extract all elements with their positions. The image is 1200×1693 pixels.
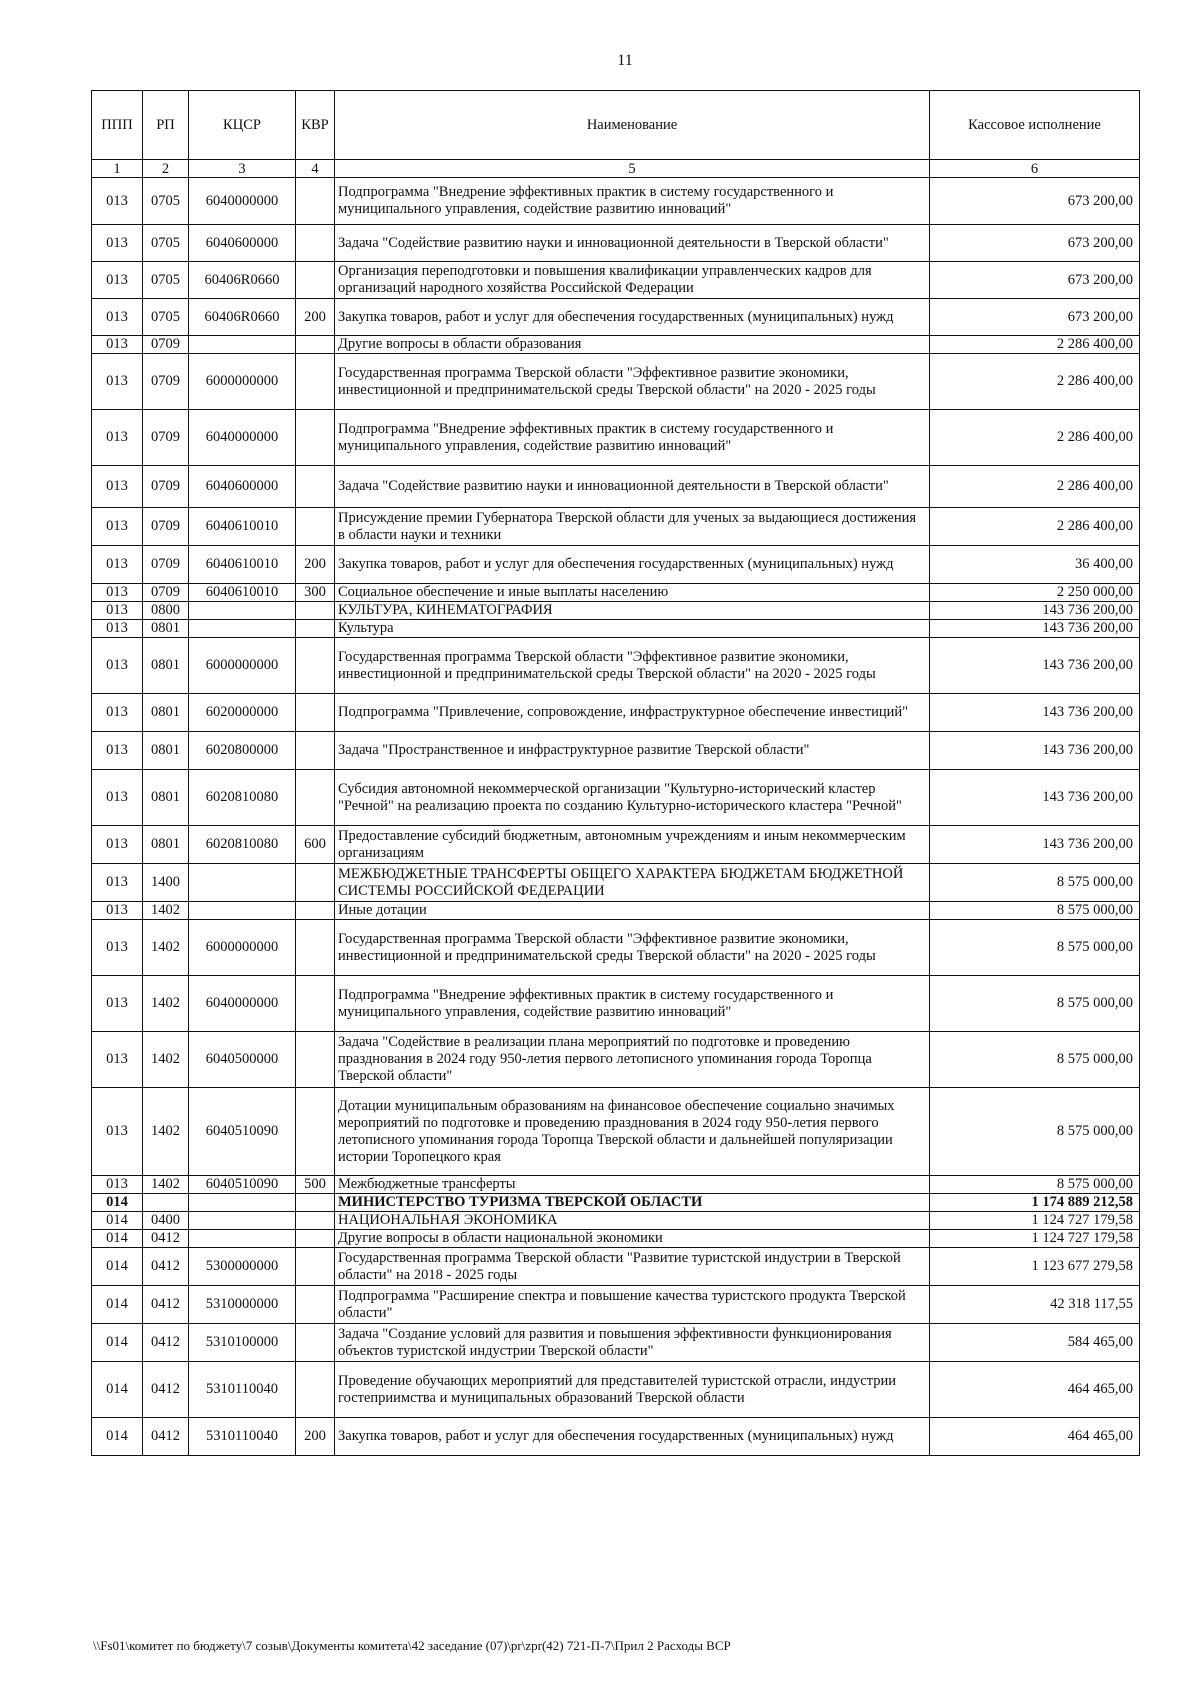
cell-kcsr: 5310100000 (189, 1324, 296, 1362)
table-row (92, 602, 1140, 620)
cell-name: Подпрограмма "Внедрение эффективных практик в систему государственного и муниципального управления, содействие развитию инноваций" (335, 178, 930, 225)
cell-rp: 0400 (143, 1212, 189, 1230)
column-number: 3 (189, 160, 296, 178)
table-row (92, 584, 1140, 602)
cell-name: Задача "Содействие развитию науки и инновационной деятельности в Тверской области" (335, 225, 930, 262)
table-row (92, 920, 1140, 976)
cell-kcsr: 6040600000 (189, 466, 296, 508)
cell-kvr (296, 638, 335, 694)
cell-rp: 0412 (143, 1248, 189, 1286)
cell-ppp: 013 (92, 770, 143, 826)
cell-kvr (296, 620, 335, 638)
header-amount: Кассовое исполнение (930, 91, 1140, 160)
cell-rp: 0709 (143, 546, 189, 584)
cell-kcsr (189, 864, 296, 902)
cell-kcsr (189, 336, 296, 354)
cell-rp: 0801 (143, 638, 189, 694)
cell-kcsr: 6040510090 (189, 1088, 296, 1176)
cell-amount: 1 124 727 179,58 (930, 1212, 1140, 1230)
cell-kvr (296, 1324, 335, 1362)
table-row (92, 864, 1140, 902)
table-row (92, 1212, 1140, 1230)
cell-kcsr: 6020800000 (189, 732, 296, 770)
cell-rp: 1402 (143, 1176, 189, 1194)
table-row (92, 466, 1140, 508)
table-row (92, 1286, 1140, 1324)
cell-kcsr: 6040610010 (189, 546, 296, 584)
cell-ppp: 013 (92, 1032, 143, 1088)
table-row (92, 1088, 1140, 1176)
cell-amount: 8 575 000,00 (930, 920, 1140, 976)
cell-ppp: 013 (92, 466, 143, 508)
cell-kvr (296, 262, 335, 299)
table-row (92, 1032, 1140, 1088)
cell-ppp: 013 (92, 336, 143, 354)
cell-ppp: 013 (92, 694, 143, 732)
column-number: 6 (930, 160, 1140, 178)
cell-kvr (296, 508, 335, 546)
cell-kcsr: 6040500000 (189, 1032, 296, 1088)
cell-name: Проведение обучающих мероприятий для представителей туристской отрасли, индустрии гостеприимства и муниципальных образований Тверской области (335, 1362, 930, 1418)
table-row (92, 902, 1140, 920)
cell-kvr (296, 1194, 335, 1212)
cell-name: Подпрограмма "Внедрение эффективных практик в систему государственного и муниципального управления, содействие развитию инноваций" (335, 976, 930, 1032)
table-row (92, 354, 1140, 410)
table-row (92, 770, 1140, 826)
column-number: 1 (92, 160, 143, 178)
cell-rp: 0412 (143, 1230, 189, 1248)
cell-kvr (296, 225, 335, 262)
table-row (92, 826, 1140, 864)
cell-rp: 1402 (143, 902, 189, 920)
cell-amount: 143 736 200,00 (930, 826, 1140, 864)
cell-ppp: 013 (92, 1088, 143, 1176)
table-row (92, 508, 1140, 546)
cell-ppp: 014 (92, 1418, 143, 1456)
cell-name: Межбюджетные трансферты (335, 1176, 930, 1194)
cell-kcsr (189, 902, 296, 920)
cell-amount: 42 318 117,55 (930, 1286, 1140, 1324)
cell-name: Задача "Создание условий для развития и повышения эффективности функционирования объектов туристской индустрии Тверской области" (335, 1324, 930, 1362)
cell-amount: 8 575 000,00 (930, 1088, 1140, 1176)
cell-name: Задача "Пространственное и инфраструктурное развитие Тверской области" (335, 732, 930, 770)
cell-ppp: 014 (92, 1286, 143, 1324)
cell-kcsr: 6020000000 (189, 694, 296, 732)
cell-kcsr: 6040000000 (189, 178, 296, 225)
cell-amount: 2 286 400,00 (930, 466, 1140, 508)
cell-amount: 2 286 400,00 (930, 508, 1140, 546)
table-row (92, 1362, 1140, 1418)
cell-kcsr (189, 1230, 296, 1248)
cell-name: Присуждение премии Губернатора Тверской области для ученых за выдающиеся достижения в области науки и техники (335, 508, 930, 546)
cell-name: Организация переподготовки и повышения квалификации управленческих кадров для организаций народного хозяйства Российской Федерации (335, 262, 930, 299)
cell-name: Дотации муниципальным образованиям на финансовое обеспечение социально значимых мероприятий по подготовке и проведению празднования в 2024 году 950-летия первого летописного упоминания города Торопца Тверской области и дальнейшей популяризации истории Торопецкого края (335, 1088, 930, 1176)
cell-rp: 0709 (143, 410, 189, 466)
cell-ppp: 014 (92, 1324, 143, 1362)
cell-amount: 143 736 200,00 (930, 732, 1140, 770)
cell-kvr: 200 (296, 1418, 335, 1456)
cell-amount: 1 124 727 179,58 (930, 1230, 1140, 1248)
cell-kvr (296, 602, 335, 620)
cell-name: Другие вопросы в области образования (335, 336, 930, 354)
table-row (92, 1324, 1140, 1362)
cell-kvr (296, 770, 335, 826)
cell-rp: 1402 (143, 976, 189, 1032)
cell-ppp: 013 (92, 732, 143, 770)
cell-amount: 464 465,00 (930, 1418, 1140, 1456)
cell-ppp: 013 (92, 902, 143, 920)
cell-ppp: 013 (92, 920, 143, 976)
cell-amount: 673 200,00 (930, 262, 1140, 299)
cell-kcsr: 6000000000 (189, 354, 296, 410)
header-name: Наименование (335, 91, 930, 160)
cell-name: МЕЖБЮДЖЕТНЫЕ ТРАНСФЕРТЫ ОБЩЕГО ХАРАКТЕРА БЮДЖЕТАМ БЮДЖЕТНОЙ СИСТЕМЫ РОССИЙСКОЙ ФЕДЕРАЦИИ (335, 864, 930, 902)
cell-ppp: 013 (92, 410, 143, 466)
header-rp: РП (143, 91, 189, 160)
table-row (92, 1194, 1140, 1212)
cell-rp: 1402 (143, 1088, 189, 1176)
cell-kvr (296, 410, 335, 466)
cell-ppp: 013 (92, 976, 143, 1032)
cell-amount: 143 736 200,00 (930, 602, 1140, 620)
cell-kcsr: 5300000000 (189, 1248, 296, 1286)
cell-kcsr: 6040610010 (189, 584, 296, 602)
cell-name: Предоставление субсидий бюджетным, автономным учреждениям и иным некоммерческим организациям (335, 826, 930, 864)
cell-rp: 1402 (143, 920, 189, 976)
cell-rp: 0801 (143, 732, 189, 770)
cell-kvr (296, 354, 335, 410)
table-row (92, 1248, 1140, 1286)
cell-rp: 0709 (143, 466, 189, 508)
header-ppp: ППП (92, 91, 143, 160)
cell-ppp: 014 (92, 1230, 143, 1248)
cell-kvr: 500 (296, 1176, 335, 1194)
cell-rp: 0709 (143, 354, 189, 410)
cell-kvr (296, 732, 335, 770)
cell-ppp: 013 (92, 178, 143, 225)
table-row (92, 694, 1140, 732)
cell-name: Государственная программа Тверской области "Эффективное развитие экономики, инвестиционной и предпринимательской среды Тверской области" на 2020 - 2025 годы (335, 638, 930, 694)
cell-kvr (296, 920, 335, 976)
footer-file-path: \\Fs01\комитет по бюджету\7 созыв\Документы комитета\42 заседание (07)\pr\zpr(42) 721-П-7\Прил 2 Расходы ВСР (93, 1638, 731, 1653)
cell-amount: 584 465,00 (930, 1324, 1140, 1362)
cell-amount: 673 200,00 (930, 299, 1140, 336)
cell-rp: 0801 (143, 694, 189, 732)
cell-ppp: 013 (92, 638, 143, 694)
cell-kvr (296, 902, 335, 920)
cell-kcsr: 6040600000 (189, 225, 296, 262)
cell-kvr (296, 1286, 335, 1324)
cell-rp: 0412 (143, 1324, 189, 1362)
cell-kcsr (189, 1194, 296, 1212)
cell-amount: 673 200,00 (930, 178, 1140, 225)
column-number-row (92, 160, 1140, 178)
table-row (92, 732, 1140, 770)
cell-amount: 673 200,00 (930, 225, 1140, 262)
cell-kcsr (189, 620, 296, 638)
cell-amount: 8 575 000,00 (930, 976, 1140, 1032)
cell-name: Задача "Содействие развитию науки и инновационной деятельности в Тверской области" (335, 466, 930, 508)
cell-rp: 0412 (143, 1286, 189, 1324)
cell-kvr (296, 336, 335, 354)
cell-amount: 1 174 889 212,58 (930, 1194, 1140, 1212)
table-row (92, 1230, 1140, 1248)
table-row (92, 410, 1140, 466)
cell-kvr: 200 (296, 546, 335, 584)
cell-kcsr: 6040610010 (189, 508, 296, 546)
cell-kcsr: 6000000000 (189, 638, 296, 694)
cell-rp: 1402 (143, 1032, 189, 1088)
cell-name: Подпрограмма "Расширение спектра и повышение качества туристского продукта Тверской области" (335, 1286, 930, 1324)
cell-name: Культура (335, 620, 930, 638)
cell-ppp: 014 (92, 1212, 143, 1230)
cell-kvr (296, 1248, 335, 1286)
header-kvr: КВР (296, 91, 335, 160)
table-row (92, 1418, 1140, 1456)
page-number: 11 (617, 52, 633, 69)
cell-kcsr: 5310000000 (189, 1286, 296, 1324)
cell-kvr (296, 976, 335, 1032)
cell-kvr (296, 1032, 335, 1088)
cell-ppp: 014 (92, 1362, 143, 1418)
cell-rp: 0412 (143, 1362, 189, 1418)
cell-ppp: 014 (92, 1194, 143, 1212)
column-number: 4 (296, 160, 335, 178)
cell-kvr: 600 (296, 826, 335, 864)
cell-name: Государственная программа Тверской области "Эффективное развитие экономики, инвестиционной и предпринимательской среды Тверской области" на 2020 - 2025 годы (335, 354, 930, 410)
expenditure-table (91, 90, 1140, 1456)
cell-ppp: 013 (92, 225, 143, 262)
cell-ppp: 013 (92, 620, 143, 638)
cell-kcsr: 6040000000 (189, 976, 296, 1032)
cell-rp: 1400 (143, 864, 189, 902)
table-row (92, 336, 1140, 354)
cell-amount: 2 286 400,00 (930, 336, 1140, 354)
cell-name: Социальное обеспечение и иные выплаты населению (335, 584, 930, 602)
cell-kcsr (189, 1212, 296, 1230)
cell-rp: 0412 (143, 1418, 189, 1456)
cell-rp: 0801 (143, 620, 189, 638)
cell-amount: 8 575 000,00 (930, 1032, 1140, 1088)
cell-kvr (296, 1230, 335, 1248)
column-number: 5 (335, 160, 930, 178)
cell-kvr (296, 1212, 335, 1230)
cell-name: Субсидия автономной некоммерческой организации "Культурно-исторический кластер "Речной" на реализацию проекта по созданию Культурно-исторического кластера "Речной" (335, 770, 930, 826)
table-row (92, 262, 1140, 299)
cell-name: Закупка товаров, работ и услуг для обеспечения государственных (муниципальных) нужд (335, 1418, 930, 1456)
table-row (92, 299, 1140, 336)
cell-amount: 2 286 400,00 (930, 354, 1140, 410)
cell-kvr: 300 (296, 584, 335, 602)
cell-kvr (296, 178, 335, 225)
cell-kcsr: 60406R0660 (189, 299, 296, 336)
cell-name: Государственная программа Тверской области "Эффективное развитие экономики, инвестиционной и предпринимательской среды Тверской области" на 2020 - 2025 годы (335, 920, 930, 976)
cell-amount: 2 286 400,00 (930, 410, 1140, 466)
cell-name: Закупка товаров, работ и услуг для обеспечения государственных (муниципальных) нужд (335, 546, 930, 584)
cell-amount: 143 736 200,00 (930, 638, 1140, 694)
cell-kcsr: 6040510090 (189, 1176, 296, 1194)
cell-rp: 0705 (143, 262, 189, 299)
cell-name: Государственная программа Тверской области "Развитие туристской индустрии в Тверской области" на 2018 - 2025 годы (335, 1248, 930, 1286)
cell-name: КУЛЬТУРА, КИНЕМАТОГРАФИЯ (335, 602, 930, 620)
cell-amount: 143 736 200,00 (930, 770, 1140, 826)
cell-rp: 0709 (143, 584, 189, 602)
cell-kcsr: 6020810080 (189, 770, 296, 826)
cell-ppp: 013 (92, 508, 143, 546)
header-kcsr: КЦСР (189, 91, 296, 160)
table-body (92, 178, 1140, 1456)
cell-name: Задача "Содействие в реализации плана мероприятий по подготовке и проведению празднования в 2024 году 950-летия первого летописного упоминания города Торопца Тверской области" (335, 1032, 930, 1088)
cell-kcsr: 60406R0660 (189, 262, 296, 299)
cell-kcsr: 6000000000 (189, 920, 296, 976)
cell-amount: 8 575 000,00 (930, 902, 1140, 920)
cell-name: Подпрограмма "Привлечение, сопровождение, инфраструктурное обеспечение инвестиций" (335, 694, 930, 732)
cell-ppp: 013 (92, 299, 143, 336)
cell-ppp: 013 (92, 864, 143, 902)
cell-ppp: 013 (92, 826, 143, 864)
table-row (92, 638, 1140, 694)
cell-rp: 0801 (143, 770, 189, 826)
cell-ppp: 013 (92, 1176, 143, 1194)
cell-name: НАЦИОНАЛЬНАЯ ЭКОНОМИКА (335, 1212, 930, 1230)
table-row (92, 178, 1140, 225)
cell-kvr (296, 694, 335, 732)
cell-kcsr (189, 602, 296, 620)
cell-name: Подпрограмма "Внедрение эффективных практик в систему государственного и муниципального управления, содействие развитию инноваций" (335, 410, 930, 466)
cell-ppp: 013 (92, 354, 143, 410)
cell-amount: 1 123 677 279,58 (930, 1248, 1140, 1286)
cell-rp (143, 1194, 189, 1212)
table-row (92, 225, 1140, 262)
cell-name: Иные дотации (335, 902, 930, 920)
cell-kvr (296, 466, 335, 508)
cell-rp: 0800 (143, 602, 189, 620)
cell-ppp: 013 (92, 584, 143, 602)
cell-rp: 0705 (143, 178, 189, 225)
cell-ppp: 013 (92, 602, 143, 620)
cell-name: Другие вопросы в области национальной экономики (335, 1230, 930, 1248)
table-row (92, 546, 1140, 584)
cell-amount: 143 736 200,00 (930, 620, 1140, 638)
cell-rp: 0801 (143, 826, 189, 864)
cell-amount: 8 575 000,00 (930, 1176, 1140, 1194)
cell-rp: 0705 (143, 225, 189, 262)
table-header-row (92, 91, 1140, 160)
cell-kcsr: 5310110040 (189, 1418, 296, 1456)
cell-kvr (296, 864, 335, 902)
table-row (92, 976, 1140, 1032)
cell-amount: 143 736 200,00 (930, 694, 1140, 732)
cell-kvr (296, 1088, 335, 1176)
table-row (92, 1176, 1140, 1194)
cell-name: Закупка товаров, работ и услуг для обеспечения государственных (муниципальных) нужд (335, 299, 930, 336)
cell-amount: 8 575 000,00 (930, 864, 1140, 902)
cell-kcsr: 5310110040 (189, 1362, 296, 1418)
cell-kvr: 200 (296, 299, 335, 336)
cell-ppp: 014 (92, 1248, 143, 1286)
cell-amount: 36 400,00 (930, 546, 1140, 584)
cell-kvr (296, 1362, 335, 1418)
cell-ppp: 013 (92, 262, 143, 299)
cell-rp: 0709 (143, 508, 189, 546)
column-number: 2 (143, 160, 189, 178)
cell-kcsr: 6020810080 (189, 826, 296, 864)
cell-kcsr: 6040000000 (189, 410, 296, 466)
table-row (92, 620, 1140, 638)
cell-name: МИНИСТЕРСТВО ТУРИЗМА ТВЕРСКОЙ ОБЛАСТИ (335, 1194, 930, 1212)
cell-rp: 0709 (143, 336, 189, 354)
cell-ppp: 013 (92, 546, 143, 584)
cell-rp: 0705 (143, 299, 189, 336)
cell-amount: 464 465,00 (930, 1362, 1140, 1418)
cell-amount: 2 250 000,00 (930, 584, 1140, 602)
